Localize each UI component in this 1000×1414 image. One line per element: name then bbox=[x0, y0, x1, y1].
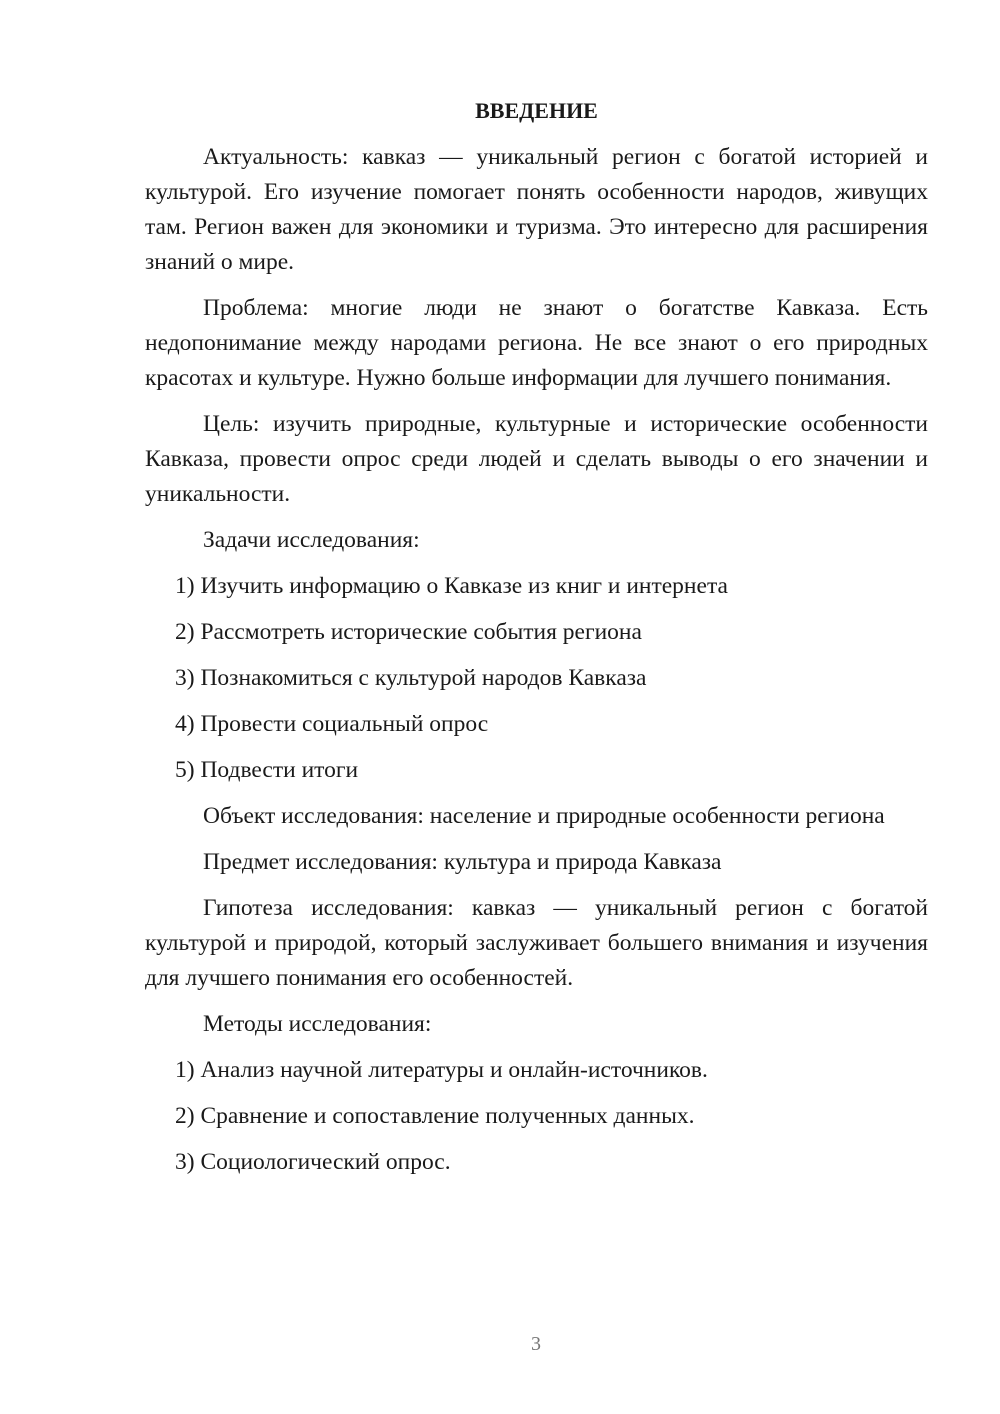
page-number: 3 bbox=[531, 1333, 541, 1355]
tasks-heading: Задачи исследования: bbox=[203, 527, 420, 553]
actuality-paragraph: Актуальность: кавказ — уникальный регион с богатой историей и культурой. Его изучение помогает понять особенности народов, живущих там. Регион важен для экономики и туризма. Это интересно для расширения знаний о мире. bbox=[145, 144, 928, 275]
tasks-list bbox=[145, 569, 928, 788]
list-item: 2) Рассмотреть исторические события региона bbox=[175, 619, 642, 645]
document-body bbox=[145, 96, 928, 1191]
object-line: Объект исследования: население и природные особенности региона bbox=[203, 803, 885, 829]
list-item: 5) Подвести итоги bbox=[175, 757, 359, 783]
hypothesis-paragraph: Гипотеза исследования: кавказ — уникальный регион с богатой культурой и природой, который заслуживает большего внимания и изучения для лучшего понимания его особенностей. bbox=[145, 895, 928, 991]
list-item: 4) Провести социальный опрос bbox=[175, 711, 489, 737]
methods-heading: Методы исследования: bbox=[203, 1011, 432, 1037]
list-item: 1) Изучить информацию о Кавказе из книг и интернета bbox=[175, 573, 728, 599]
list-item: 2) Сравнение и сопоставление полученных данных. bbox=[175, 1103, 695, 1129]
problem-paragraph: Проблема: многие люди не знают о богатстве Кавказа. Есть недопонимание между народами региона. Не все знают о его природных красотах и культуре. Нужно больше информации для лучшего понимания. bbox=[145, 295, 928, 391]
list-item: 3) Познакомиться с культурой народов Кавказа bbox=[175, 665, 647, 691]
list-item: 3) Социологический опрос. bbox=[175, 1149, 451, 1175]
goal-paragraph: Цель: изучить природные, культурные и исторические особенности Кавказа, провести опрос среди людей и сделать выводы о его значении и уникальности. bbox=[145, 411, 928, 507]
subject-line: Предмет исследования: культура и природа Кавказа bbox=[203, 849, 722, 875]
methods-list bbox=[145, 1053, 928, 1180]
section-title: ВВЕДЕНИЕ bbox=[475, 98, 598, 123]
list-item: 1) Анализ научной литературы и онлайн-источников. bbox=[175, 1057, 708, 1083]
